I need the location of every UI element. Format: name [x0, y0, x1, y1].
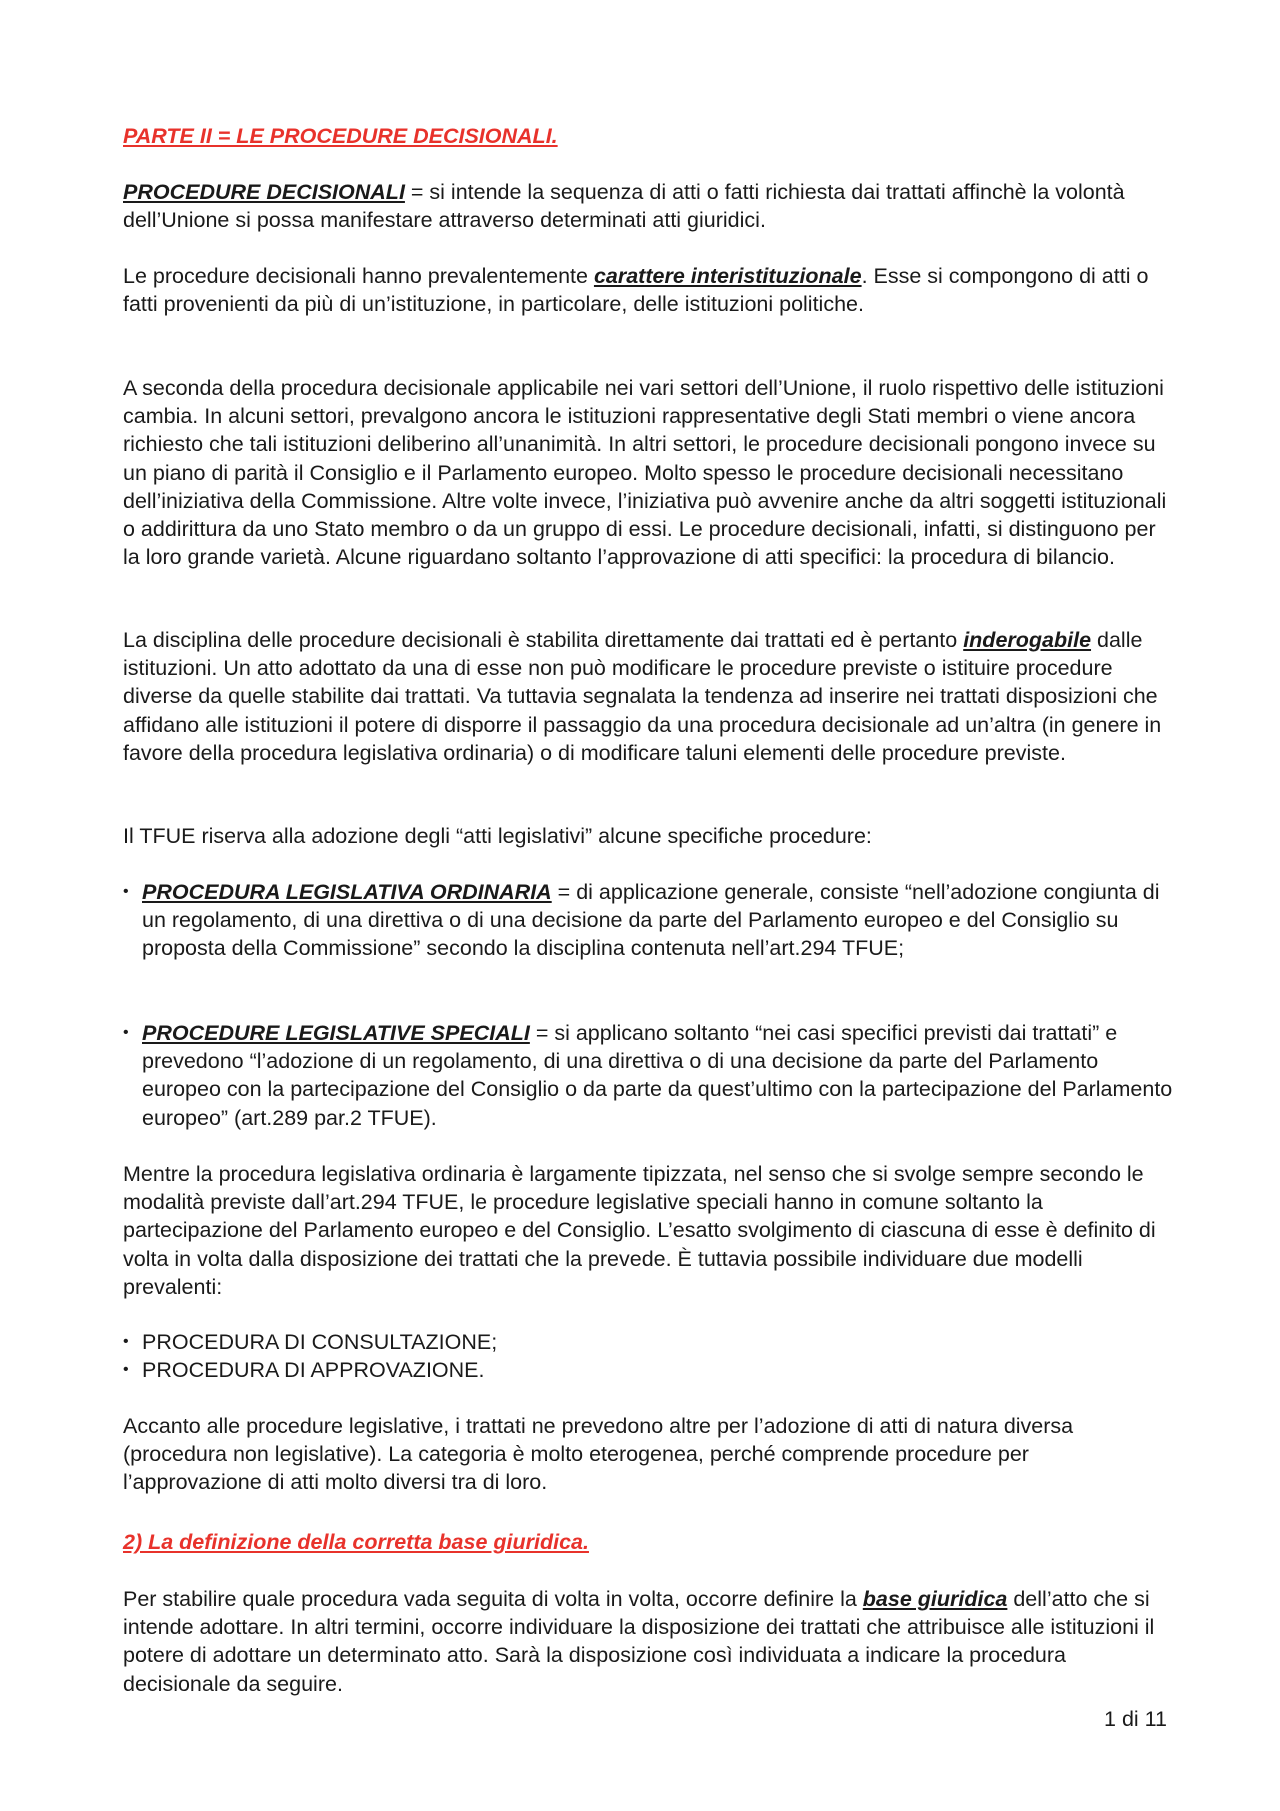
- list-item-text: [142, 1019, 1173, 1132]
- list-item-text: [142, 878, 1173, 963]
- paragraph-tipizzazione: Mentre la procedura legislativa ordinaria è largamente tipizzata, nel senso che si svolge sempre secondo le modalità previste dall’art.294 TFUE, le procedure legislative speciali hanno in comune soltanto la partecipazione del Parlamento europeo e del Consiglio. L’esatto svolgimento di ciascuna di esse è definito di volta in volta dalla disposizione dei trattati che la prevede. È tuttavia possibile individuare due modelli prevalenti:: [123, 1162, 1156, 1299]
- list-item-body: = si applicano soltanto “nei casi specifici previsti dai trattati” e prevedono “l’adozione di un regolamento, di una direttiva o di una decisione da parte del Parlamento europeo con la partecipazione del Consiglio o da parte da quest’ultimo con la partecipazione del Parlamento europeo” (art.289 par.2 TFUE).: [142, 1021, 1173, 1130]
- paragraph-text: La disciplina delle procedure decisionali è stabilita direttamente dai trattati ed è pertanto: [123, 628, 964, 652]
- term-inderogabile: inderogabile: [963, 628, 1092, 652]
- bullet-mark: •: [123, 1361, 129, 1378]
- paragraph-definition: [123, 178, 1173, 234]
- paragraph-text: Le procedure decisionali hanno prevalentemente: [123, 264, 594, 288]
- paragraph-definition-text: = si intende la sequenza di atti o fatti richiesta dai trattati affinchè la volontà dell’Unione si possa manifestare attraverso determinati atti giuridici.: [123, 180, 1125, 233]
- bullet-mark: •: [123, 883, 129, 900]
- term-procedure-decisionali: PROCEDURE DECISIONALI: [123, 180, 405, 204]
- paragraph-inderogabile: [123, 626, 1173, 767]
- term-carattere-interistituzionale: carattere interistituzionale: [593, 264, 862, 288]
- list-item-text: PROCEDURA DI APPROVAZIONE.: [142, 1358, 485, 1382]
- paragraph-interistituzionale: [123, 262, 1173, 318]
- section-heading-base-giuridica: 2) La definizione della corretta base giuridica.: [123, 1530, 589, 1554]
- page-number: 1 di 11: [1104, 1707, 1167, 1731]
- paragraph-base-giuridica: [123, 1585, 1173, 1698]
- paragraph-tfue-procedure: Il TFUE riserva alla adozione degli “atti legislativi” alcune specifiche procedure:: [123, 824, 872, 848]
- document-page: [123, 0, 1173, 1811]
- term-procedure-legislative-speciali: PROCEDURE LEGISLATIVE SPECIALI: [142, 1021, 530, 1045]
- list-item-consultazione: [123, 1328, 1173, 1356]
- paragraph-procedure-non-legislative: Accanto alle procedure legislative, i trattati ne prevedono altre per l’adozione di atti di natura diversa (procedura non legislative). La categoria è molto eterogenea, perché comprende procedure per l’approvazione di atti molto diversi tra di loro.: [123, 1414, 1074, 1495]
- paragraph-text: . Esse si compongono di atti o fatti provenienti da più di un’istituzione, in particolare, delle istituzioni politiche.: [123, 264, 1149, 317]
- paragraph-text: Per stabilire quale procedura vada seguita di volta in volta, occorre definire la: [123, 1587, 863, 1611]
- list-item-procedure-speciali: [123, 1019, 1173, 1132]
- term-base-giuridica: base giuridica: [862, 1587, 1008, 1611]
- list-item-text: PROCEDURA DI CONSULTAZIONE;: [142, 1330, 498, 1354]
- paragraph-ruolo-istituzioni: A seconda della procedura decisionale applicabile nei vari settori dell’Unione, il ruolo rispettivo delle istituzioni cambia. In alcuni settori, prevalgono ancora le istituzioni rappresentative degli Stati membri o viene ancora richiesto che tali istituzioni deliberino all’unanimità. In altri settori, le procedure decisionali pongono invece su un piano di parità il Consiglio e il Parlamento europeo. Molto spesso le procedure decisionali necessitano dell’iniziativa della Commissione. Altre volte invece, l’iniziativa può avvenire anche da altri soggetti istituzionali o addirittura da uno Stato membro o da un gruppo di essi. Le procedure decisionali, infatti, si distinguono per la loro grande varietà. Alcune riguardano soltanto l’approvazione di atti specifici: la procedura di bilancio.: [123, 376, 1167, 570]
- paragraph-text: dalle istituzioni. Un atto adottato da una di esse non può modificare le procedure previste o istituire procedure diverse da quelle stabilite dai trattati. Va tuttavia segnalata la tendenza ad inserire nei trattati disposizioni che affidano alle istituzioni il potere di disporre il passaggio da una procedura decisionale ad un’altra (in genere in favore della procedura legislativa ordinaria) o di modificare taluni elementi delle procedure previste.: [123, 628, 1162, 765]
- list-item-body: = di applicazione generale, consiste “nell’adozione congiunta di un regolamento, di una direttiva o di una decisione da parte del Parlamento europeo e del Consiglio su proposta della Commissione” secondo la disciplina contenuta nell’art.294 TFUE;: [142, 880, 1160, 961]
- bullet-mark: •: [123, 1333, 129, 1350]
- list-item-procedura-ordinaria: [123, 878, 1173, 963]
- term-procedura-legislativa-ordinaria: PROCEDURA LEGISLATIVA ORDINARIA: [142, 880, 552, 904]
- list-item-approvazione: [123, 1356, 1173, 1384]
- paragraph-text: dell’atto che si intende adottare. In altri termini, occorre individuare la disposizione dei trattati che attribuisce alle istituzioni il potere di adottare un determinato atto. Sarà la disposizione così individuata a indicare la procedura decisionale da seguire.: [123, 1587, 1155, 1696]
- bullet-mark: •: [123, 1024, 129, 1041]
- document-title: PARTE II = LE PROCEDURE DECISIONALI.: [123, 124, 558, 148]
